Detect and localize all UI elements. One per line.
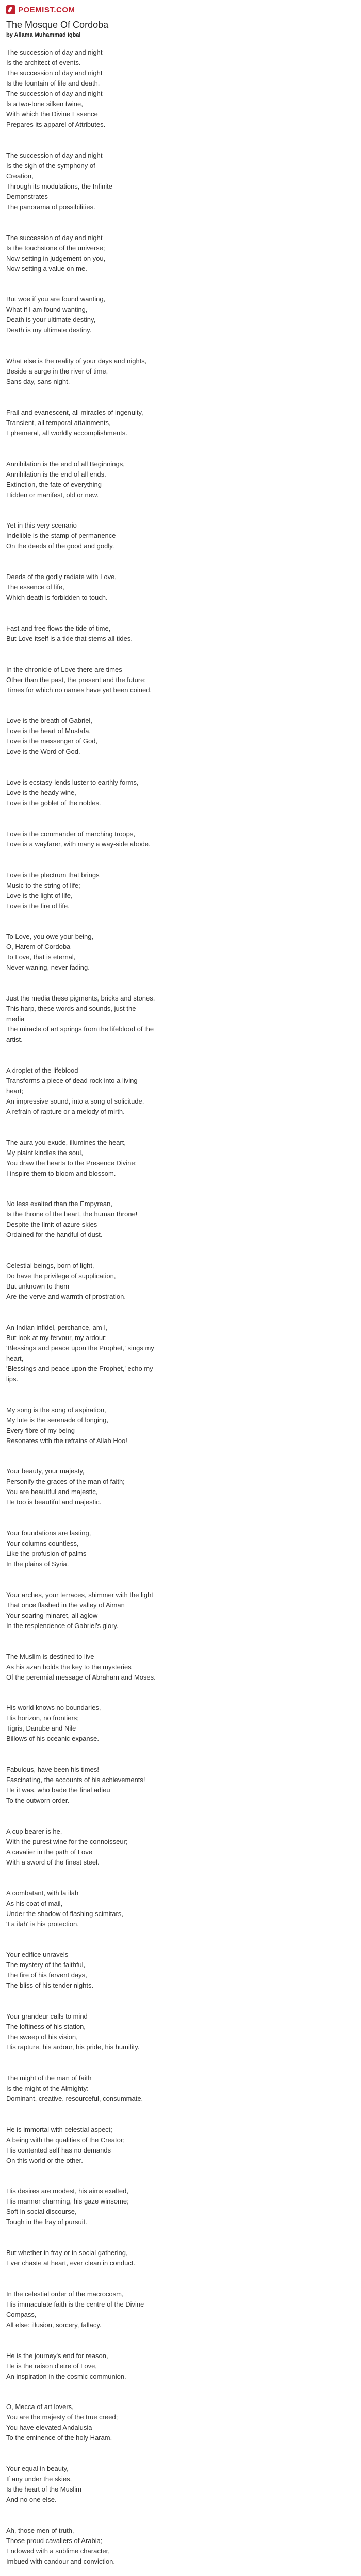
- poem-line: What else is the reality of your days and nights,: [6, 357, 147, 365]
- poem-line: You are beautiful and majestic,: [6, 1488, 98, 1496]
- poem-line: Love is the heart of Mustafa,: [6, 727, 91, 735]
- poem-line: He is the raison d'etre of Love,: [6, 2362, 97, 2370]
- poem-line: And no one else.: [6, 2496, 57, 2503]
- poem-line: My song is the song of aspiration,: [6, 1405, 106, 1414]
- stanza: [6, 2186, 156, 2227]
- poem-line: Is the fountain of life and death.: [6, 79, 100, 87]
- site-logo[interactable]: [6, 5, 75, 14]
- stanza: [6, 829, 156, 850]
- poem-line: He too is beautiful and majestic.: [6, 1498, 102, 1506]
- poem-line: The succession of day and night: [6, 69, 103, 77]
- poem-line: Your equal in beauty,: [6, 2465, 69, 2472]
- poem-line: Times for which no names have yet been coined.: [6, 686, 152, 694]
- stanza: [6, 1703, 156, 1744]
- poem-line: A droplet of the lifeblood: [6, 1066, 78, 1074]
- poem-line: The panorama of possibilities.: [6, 202, 95, 211]
- poem-line: In the chronicle of Love there are times: [6, 665, 122, 673]
- poem-line: Is a two-tone silken twine,: [6, 100, 83, 108]
- poem-line: To Love, that is eternal,: [6, 953, 76, 961]
- stanza: [6, 233, 156, 274]
- poem-line: To Love, you owe your being,: [6, 933, 94, 941]
- poem-line: Love is the commander of marching troops,: [6, 829, 136, 838]
- poem-line: Demonstrates: [6, 192, 48, 200]
- poem-line: Annihilation is the end of all Beginnings,: [6, 460, 125, 468]
- poem-line: Through its modulations, the Infinite: [6, 182, 112, 190]
- poem-line: He is immortal with celestial aspect;: [6, 2125, 112, 2133]
- poem-line: The sweep of his vision,: [6, 2033, 78, 2041]
- poem-line: The bliss of his tender nights.: [6, 1981, 94, 1990]
- poem-line: Which death is forbidden to touch.: [6, 594, 108, 601]
- poem-body: [6, 47, 156, 2576]
- poem-line: All else: illusion, sorcery, fallacy.: [6, 2320, 102, 2329]
- poem-line: Deeds of the godly radiate with Love,: [6, 573, 117, 581]
- poem-line: Are the verve and warmth of prostration.: [6, 1293, 126, 1300]
- poem-line: The aura you exude, illumines the heart,: [6, 1138, 126, 1146]
- poem-line: A cavalier in the path of Love: [6, 1848, 92, 1856]
- poem-line: Your foundations are lasting,: [6, 1529, 91, 1537]
- poem-line: You have elevated Andalusia: [6, 2424, 92, 2432]
- author-name-link[interactable]: Allama Muhammad Iqbal: [14, 32, 81, 38]
- poem-line: To the outworn order.: [6, 1797, 70, 1804]
- poem-line: Is the heart of the Muslim: [6, 2485, 81, 2493]
- stanza: [6, 1138, 156, 1179]
- poem-line: With a sword of the finest steel.: [6, 1858, 100, 1866]
- poem-line: Fast and free flows the tide of time,: [6, 624, 111, 632]
- poem-line: You draw the hearts to the Presence Divine;: [6, 1159, 137, 1167]
- stanza: [6, 356, 156, 387]
- poem-line: Ah, those men of truth,: [6, 2526, 74, 2534]
- poem-line: The fire of his fervent days,: [6, 1971, 87, 1979]
- poem-line: Your beauty, your majesty,: [6, 1467, 85, 1476]
- poem-line: The essence of life,: [6, 583, 64, 591]
- poem-line: Dominant, creative, resourceful, consummate.: [6, 2094, 143, 2103]
- poem-line: Frail and evanescent, all miracles of ingenuity,: [6, 408, 143, 416]
- poem-line: Extinction, the fate of everything: [6, 480, 102, 488]
- stanza: [6, 2464, 156, 2505]
- stanza: [6, 1590, 156, 1631]
- stanza: [6, 1652, 156, 1683]
- stanza: [6, 2073, 156, 2104]
- poem-line: O, Harem of Cordoba: [6, 943, 71, 951]
- poem-line: But unknown to them: [6, 1282, 70, 1290]
- stanza: [6, 408, 156, 438]
- poem-line: Just the media these pigments, bricks and stones,: [6, 994, 155, 1002]
- poem-line: No less exalted than the Empyrean,: [6, 1200, 112, 1208]
- stanza: [6, 572, 156, 603]
- poem-line: Celestial beings, born of light,: [6, 1262, 94, 1269]
- poem-line: Transforms a piece of dead rock into a living heart;: [6, 1076, 138, 1095]
- poem-line: Love is the plectrum that brings: [6, 871, 100, 879]
- poem-line: His rapture, his ardour, his pride, his humility.: [6, 2043, 140, 2051]
- poem-line: The succession of day and night: [6, 90, 103, 97]
- stanza: [6, 2011, 156, 2053]
- stanza: [6, 2125, 156, 2166]
- site-logo-text: POEMIST.COM: [18, 5, 75, 14]
- poem-line: Never waning, never fading.: [6, 963, 90, 972]
- poem-line: But woe if you are found wanting,: [6, 295, 106, 303]
- poem-line: To the eminence of the holy Haram.: [6, 2434, 112, 2442]
- poem-line: Love is the messenger of God,: [6, 737, 98, 745]
- poem-line: Is the throne of the heart, the human throne!: [6, 1210, 138, 1218]
- poem-line: Hidden or manifest, old or new.: [6, 490, 99, 499]
- stanza: [6, 2289, 156, 2330]
- stanza: [6, 1065, 156, 1117]
- poem-line: Of the perennial message of Abraham and Moses.: [6, 1673, 156, 1681]
- poem-line: Music to the string of life;: [6, 881, 80, 889]
- poem-line: Under the shadow of flashing scimitars,: [6, 1909, 123, 1918]
- poem-line: He it was, who bade the final adieu: [6, 1786, 110, 1794]
- stanza: [6, 1323, 156, 1384]
- stanza: [6, 1826, 156, 1868]
- stanza: [6, 520, 156, 551]
- stanza: [6, 2402, 156, 2443]
- stanza: [6, 931, 156, 973]
- poem-line: Annihilation is the end of all ends.: [6, 470, 106, 478]
- poem-line: Love is the fire of life.: [6, 902, 70, 910]
- poem-author: [6, 32, 80, 38]
- poem-line: Love is ecstasy-lends luster to earthly forms,: [6, 778, 139, 786]
- poem-line: Soft in social discourse,: [6, 2208, 77, 2216]
- stanza: [6, 623, 156, 644]
- stanza: [6, 47, 156, 130]
- poem-line: The succession of day and night: [6, 48, 103, 56]
- poem-line: My lute is the serenade of longing,: [6, 1416, 109, 1424]
- poem-line: Love is the breath of Gabriel,: [6, 717, 92, 725]
- poem-line: His immaculate faith is the centre of the Divine Compass,: [6, 2300, 144, 2318]
- stanza: [6, 1199, 156, 1240]
- stanza: [6, 665, 156, 696]
- poem-line: Beside a surge in the river of time,: [6, 367, 108, 375]
- poem-line: Those proud cavaliers of Arabia;: [6, 2536, 103, 2545]
- poem-line: The miracle of art springs from the lifeblood of the artist.: [6, 1025, 154, 1043]
- poem-line: Death is your ultimate destiny,: [6, 316, 96, 324]
- poem-line: Prepares its apparel of Attributes.: [6, 121, 106, 128]
- poem-line: Transient, all temporal attainments,: [6, 418, 111, 427]
- poem-line: I inspire them to bloom and blossom.: [6, 1169, 116, 1177]
- stanza: [6, 777, 156, 808]
- poem-line: His desires are modest, his aims exalted,: [6, 2187, 128, 2195]
- poem-line: Your grandeur calls to mind: [6, 2012, 88, 2020]
- stanza: [6, 2351, 156, 2382]
- poem-line: Ever chaste at heart, ever clean in conduct.: [6, 2259, 136, 2267]
- poem-line: With which the Divine Essence: [6, 110, 98, 118]
- poem-line: Ordained for the handful of dust.: [6, 1231, 103, 1239]
- stanza: [6, 1261, 156, 1302]
- poem-line: What if I am found wanting,: [6, 306, 88, 314]
- quill-icon: [6, 5, 15, 14]
- poem-line: As his azan holds the key to the mysteries: [6, 1663, 132, 1671]
- stanza: [6, 870, 156, 911]
- poem-line: But Love itself is a tide that stems all tides.: [6, 634, 133, 642]
- poem-line: Tigris, Danube and Nile: [6, 1724, 76, 1733]
- author-prefix: by: [6, 32, 13, 38]
- poem-line: Now setting a value on me.: [6, 264, 87, 273]
- stanza: [6, 1528, 156, 1569]
- poem-title: The Mosque Of Cordoba: [6, 20, 109, 30]
- poem-line: His manner charming, his gaze winsome;: [6, 2197, 129, 2206]
- poem-line: His world knows no boundaries,: [6, 1704, 101, 1712]
- poem-line: The loftiness of his station,: [6, 2023, 86, 2030]
- poem-line: Like the profusion of palms: [6, 1550, 87, 1557]
- poem-line: Indelible is the stamp of permanence: [6, 532, 116, 540]
- poem-line: Imbued with candour and conviction.: [6, 2557, 116, 2565]
- poem-line: Despite the limit of azure skies: [6, 1221, 97, 1229]
- stanza: [6, 150, 156, 212]
- poem-line: An impressive sound, into a song of solicitude,: [6, 1097, 144, 1105]
- poem-line: Love is the light of life,: [6, 891, 73, 900]
- poem-line: A cup bearer is he,: [6, 1827, 62, 1835]
- poem-line: Love is the Word of God.: [6, 748, 80, 756]
- poem-line: Your arches, your terraces, shimmer with the light: [6, 1590, 153, 1599]
- poem-line: Is the might of the Almighty:: [6, 2084, 89, 2092]
- poem-line: Do have the privilege of supplication,: [6, 1272, 116, 1280]
- poem-line: 'Blessings and peace upon the Prophet,' echo my lips.: [6, 1364, 153, 1383]
- poem-line: You are the majesty of the true creed;: [6, 2413, 118, 2421]
- poem-line: He is the journey's end for reason,: [6, 2351, 108, 2360]
- poem-line: His horizon, no frontiers;: [6, 1714, 79, 1722]
- poem-line: On this world or the other.: [6, 2156, 83, 2164]
- poem-line: Fabulous, have been his times!: [6, 1766, 99, 1773]
- poem-line: Creation,: [6, 172, 34, 180]
- poem-line: Other than the past, the present and the future;: [6, 675, 146, 684]
- poem-line: An inspiration in the cosmic communion.: [6, 2372, 126, 2380]
- poem-line: Sans day, sans night.: [6, 378, 70, 385]
- poem-line: Now setting in judgement on you,: [6, 254, 106, 262]
- poem-line: 'Blessings and peace upon the Prophet,' sings my heart,: [6, 1344, 154, 1362]
- poem-line: As his coat of mail,: [6, 1899, 63, 1907]
- stanza: [6, 1765, 156, 1806]
- poem-line: An Indian infidel, perchance, am I,: [6, 1323, 108, 1331]
- poem-line: In the resplendence of Gabriel's glory.: [6, 1621, 119, 1630]
- poem-line: The might of the man of faith: [6, 2074, 92, 2082]
- poem-line: A refrain of rapture or a melody of mirth.: [6, 1107, 125, 1115]
- poem-line: Death is my ultimate destiny.: [6, 326, 92, 334]
- poem-line: But whether in fray or in social gathering,: [6, 2249, 128, 2257]
- poem-line: In the celestial order of the macrocosm,: [6, 2290, 124, 2298]
- poem-line: Love is the goblet of the nobles.: [6, 799, 101, 807]
- stanza: [6, 459, 156, 500]
- poem-line: But look at my fervour, my ardour;: [6, 1333, 107, 1342]
- poem-line: The mystery of the faithful,: [6, 1961, 86, 1969]
- poem-line: Love is a wayfarer, with many a way-side abode.: [6, 840, 151, 848]
- poem-line: Every fibre of my being: [6, 1426, 75, 1434]
- poem-line: If any under the skies,: [6, 2475, 72, 2483]
- poem-line: With the purest wine for the connoisseur;: [6, 1837, 128, 1845]
- poem-line: My plaint kindles the soul,: [6, 1148, 83, 1157]
- poem-line: O, Mecca of art lovers,: [6, 2403, 74, 2411]
- poem-line: A being with the qualities of the Creator;: [6, 2136, 125, 2144]
- poem-line: Is the sigh of the symphony of: [6, 161, 95, 170]
- stanza: [6, 716, 156, 757]
- stanza: [6, 294, 156, 335]
- poem-line: Ephemeral, all worldly accomplishments.: [6, 429, 127, 437]
- poem-line: Endowed with a sublime character,: [6, 2547, 110, 2555]
- poem-line: In the plains of Syria.: [6, 1560, 69, 1568]
- poem-line: On the deeds of the good and godly.: [6, 542, 114, 550]
- poem-line: 'La ilah' is his protection.: [6, 1920, 79, 1928]
- poem-line: Tough in the fray of pursuit.: [6, 2218, 87, 2226]
- poem-line: Is the touchstone of the universe;: [6, 244, 105, 252]
- poem-line: Resonates with the refrains of Allah Hoo!: [6, 1436, 127, 1445]
- poem-line: This harp, these words and sounds, just the media: [6, 1005, 136, 1023]
- poem-line: That once flashed in the valley of Aiman: [6, 1601, 125, 1609]
- stanza: [6, 2526, 156, 2567]
- poem-line: Your columns countless,: [6, 1539, 79, 1547]
- poem-line: The succession of day and night: [6, 151, 103, 159]
- poem-line: Love is the heady wine,: [6, 789, 76, 796]
- stanza: [6, 993, 156, 1045]
- stanza: [6, 1950, 156, 1991]
- poem-line: Personify the graces of the man of faith;: [6, 1478, 125, 1486]
- poem-line: The Muslim is destined to live: [6, 1652, 94, 1660]
- poem-line: The succession of day and night: [6, 233, 103, 242]
- stanza: [6, 1405, 156, 1446]
- poem-line: Billows of his oceanic expanse.: [6, 1735, 99, 1743]
- stanza: [6, 2248, 156, 2268]
- poem-line: A combatant, with la ilah: [6, 1889, 79, 1897]
- poem-line: Your soaring minaret, all aglow: [6, 1611, 98, 1619]
- poem-line: Your edifice unravels: [6, 1951, 69, 1959]
- poem-line: Yet in this very scenario: [6, 521, 77, 530]
- poem-line: His contented self has no demands: [6, 2146, 111, 2154]
- stanza: [6, 1466, 156, 1507]
- poem-line: Fascinating, the accounts of his achievements!: [6, 1776, 145, 1784]
- stanza: [6, 1888, 156, 1929]
- poem-line: Is the architect of events.: [6, 59, 81, 66]
